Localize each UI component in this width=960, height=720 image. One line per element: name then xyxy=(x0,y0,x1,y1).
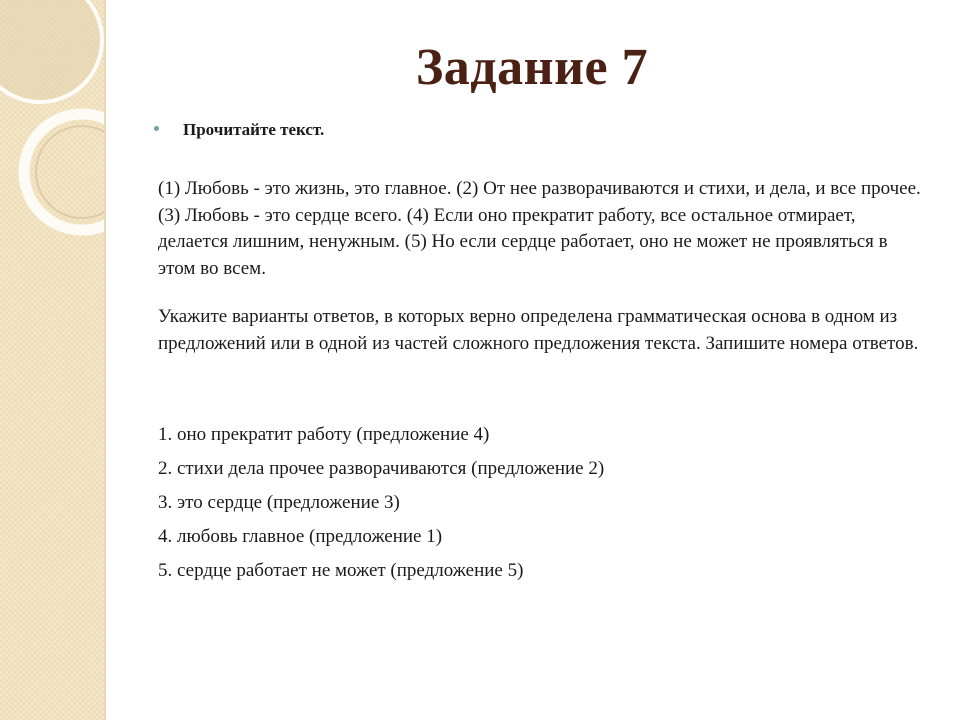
bullet-dot-icon xyxy=(154,126,159,131)
answer-option: 1. оно прекратит работу (предложение 4) xyxy=(158,424,490,445)
reading-passage: (1) Любовь - это жизнь, это главное. (2) От нее разворачиваются и стихи, и дела, и все прочее. (3) Любовь - это сердце всего. (4) Если оно прекратит работу, все остальное отмирает, делается лишним, ненужным. (5) Но если сердце работает, оно не может не проявляться в этом во всем. xyxy=(158,178,921,279)
bullet-text: Прочитайте текст. xyxy=(183,120,325,139)
answer-option: 4. любовь главное (предложение 1) xyxy=(158,526,443,547)
answer-option: 5. сердце работает не может (предложение 5) xyxy=(158,560,524,581)
slide-title: Задание 7 xyxy=(415,39,649,96)
answer-option: 2. стихи дела прочее разворачиваются (предложение 2) xyxy=(158,458,605,479)
answer-options-list xyxy=(158,422,604,592)
task-instruction: Укажите варианты ответов, в которых верно определена грамматическая основа в одном из предложений или в одной из частей сложного предложения текста. Запишите номера ответов. xyxy=(158,306,919,354)
bullet-item xyxy=(154,120,324,140)
answer-option: 3. это сердце (предложение 3) xyxy=(158,492,400,513)
decorative-side-panel xyxy=(0,0,106,720)
task-body xyxy=(158,176,928,357)
